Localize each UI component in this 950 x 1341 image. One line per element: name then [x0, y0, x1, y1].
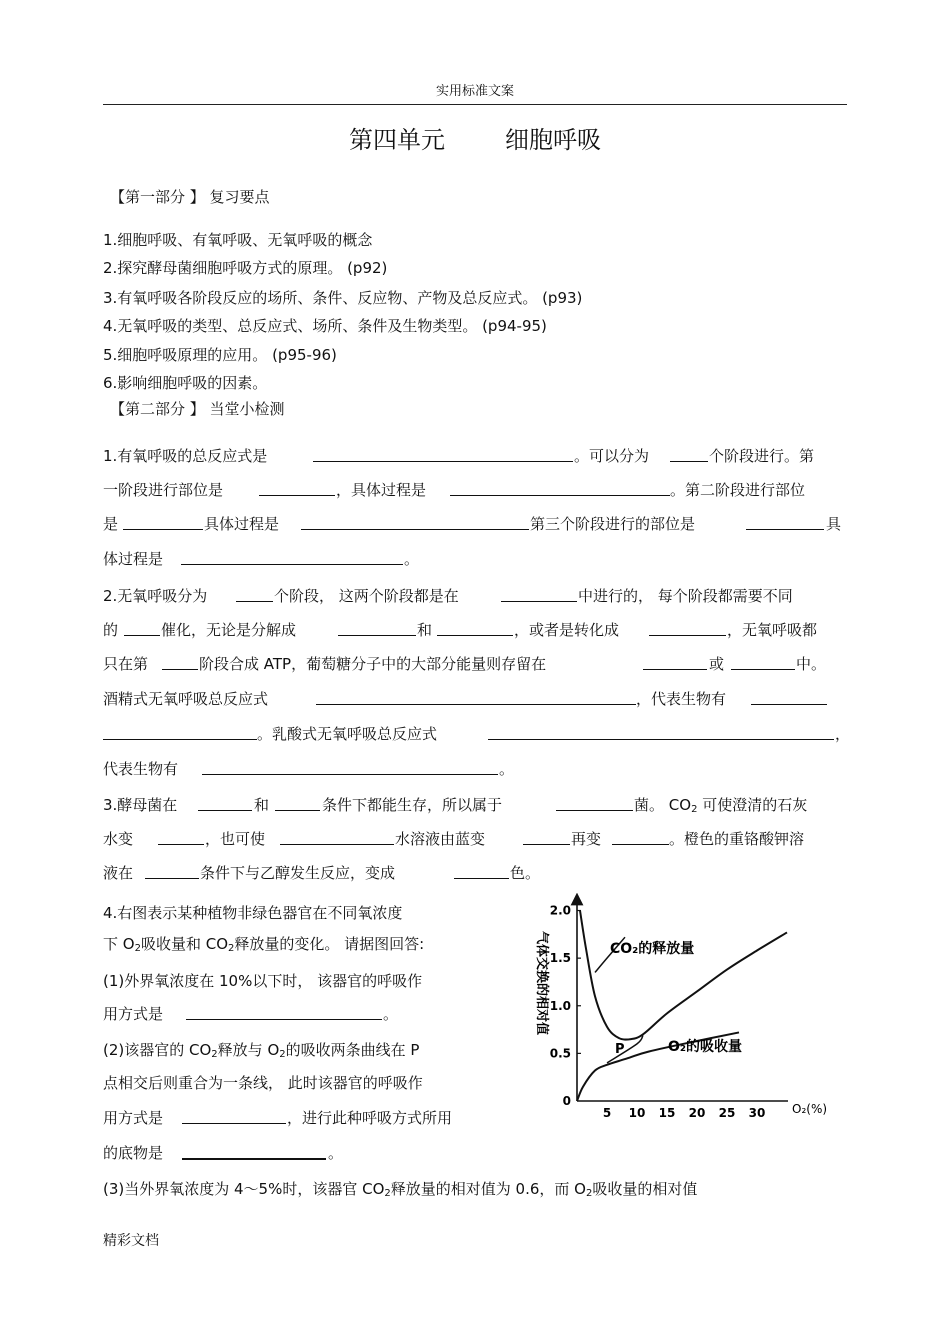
y-tick-label: 1.0	[549, 998, 571, 1013]
q4-part2: 的底物是	[103, 1144, 164, 1162]
q2-blank-lactic-organism[interactable]	[202, 759, 498, 775]
q2-text: 或	[709, 655, 725, 673]
q4-part2: ，进行此种呼吸方式所用	[287, 1109, 453, 1127]
q3-text: 水变	[103, 830, 134, 848]
q2-text: 中进行的， 每个阶段都需要不同	[578, 587, 793, 605]
q2-text: 催化，无论是分解成	[161, 621, 297, 639]
x-tick-label: 25	[718, 1106, 736, 1120]
review-item-5: 5.细胞呼吸原理的应用。 (p95-96)	[103, 346, 337, 364]
q1-text: ，具体过程是	[336, 481, 427, 499]
q2-blank-alcohol-organism-cont[interactable]	[103, 724, 257, 740]
q3-text: 3.酵母菌在	[103, 796, 178, 814]
review-item-2: 2.探究酵母菌细胞呼吸方式的原理。 (p92)	[103, 259, 388, 277]
q1-text: 一阶段进行部位是	[103, 481, 224, 499]
q4-part2: 点相交后则重合为一条线， 此时该器官的呼吸作	[103, 1074, 423, 1092]
q3-text: 和	[254, 796, 270, 814]
q2-text: 和	[417, 621, 433, 639]
q2-text: 阶段合成 ATP，葡萄糖分子中的大部分能量则存留在	[199, 655, 547, 673]
q3-text: 再变	[571, 830, 602, 848]
o2-curve-label: O₂的吸收量	[668, 1039, 743, 1055]
q3-blank-condition1[interactable]	[198, 795, 252, 811]
q1-text: 是	[103, 515, 119, 533]
q1-text: 具体过程是	[204, 515, 280, 533]
co2-curve-label: CO₂的释放量	[610, 941, 695, 957]
q3-text: ，也可使	[205, 830, 266, 848]
q2-text: ，或者是转化成	[514, 621, 620, 639]
q1-text: 。第二阶段进行部位	[670, 481, 806, 499]
q2-text: 只在第	[103, 655, 149, 673]
x-tick-label: 30	[748, 1106, 766, 1120]
q4-part3: (3)当外界氧浓度为 4～5%时，该器官 $CO_2$释放量的相对值为 0.6，而 $O_2$吸收量的相对值	[103, 1180, 698, 1199]
header-rule	[103, 104, 847, 105]
q1-blank-stage3-process[interactable]	[181, 549, 403, 565]
q2-text: 代表生物有	[103, 760, 179, 778]
q3-text: 水溶液由蓝变	[395, 830, 486, 848]
gas-exchange-chart	[518, 893, 840, 1123]
q2-blank-product2[interactable]	[437, 620, 513, 636]
q1-text: 。可以分为	[574, 447, 650, 465]
q1-text: 第三个阶段进行的部位是	[530, 515, 696, 533]
q3-text: 色。	[510, 864, 541, 882]
q3-blank-acidic[interactable]	[145, 863, 199, 879]
x-tick-label: 20	[688, 1106, 706, 1120]
title-topic: 细胞呼吸	[505, 126, 601, 154]
q2-blank-stage[interactable]	[162, 654, 198, 670]
page-title	[0, 120, 950, 155]
q3-blank-limewater[interactable]	[158, 829, 204, 845]
q1-text: 具	[826, 515, 842, 533]
q1-text: 体过程是	[103, 550, 164, 568]
page-header: 实用标准文案	[435, 84, 514, 99]
q4-part1: 。	[383, 1005, 399, 1023]
q3-text: 菌。 $CO_2$ 可使澄清的石灰	[634, 796, 808, 815]
q2-blank-alcohol-organism[interactable]	[751, 689, 827, 705]
part2-heading: 【第二部分 】 当堂小检测	[110, 400, 285, 418]
q2-text: ，	[835, 725, 851, 743]
review-item-4: 4.无氧呼吸的类型、总反应式、场所、条件及生物类型。 (p94-95)	[103, 317, 547, 335]
q3-text: 条件下都能生存，所以属于	[322, 796, 503, 814]
q2-text: ，无氧呼吸都	[727, 621, 818, 639]
q2-blank-lactic-equation[interactable]	[488, 724, 834, 740]
q3-text: 。橙色的重铬酸钾溶	[669, 830, 805, 848]
q3-blank-color2[interactable]	[612, 829, 669, 845]
q2-blank-location[interactable]	[501, 586, 577, 602]
q2-text: 个阶段， 这两个阶段都是在	[274, 587, 459, 605]
q1-blank-stage1-process[interactable]	[450, 480, 670, 496]
q4-part2: 用方式是	[103, 1109, 164, 1127]
q2-text: 2.无氧呼吸分为	[103, 587, 208, 605]
part1-heading: 【第一部分 】 复习要点	[110, 188, 270, 206]
q4-part2: (2)该器官的 $CO_2$释放与 $O_2$的吸收两条曲线在 P	[103, 1041, 420, 1060]
q2-text: 酒精式无氧呼吸总反应式	[103, 690, 269, 708]
y-tick-label: 1.5	[549, 951, 571, 966]
q3-blank-color1[interactable]	[523, 829, 570, 845]
q3-text: 条件下与乙醇发生反应，变成	[200, 864, 396, 882]
title-unit: 第四单元	[349, 126, 445, 154]
x-tick-label: 10	[628, 1106, 646, 1120]
q4-blank-respiration-mode[interactable]	[186, 1004, 382, 1020]
q1-blank-equation[interactable]	[313, 446, 573, 462]
q2-blank-energy-store1[interactable]	[643, 654, 707, 670]
x-axis-label: O₂(%)	[792, 1102, 828, 1116]
review-item-6: 6.影响细胞呼吸的因素。	[103, 374, 268, 392]
q1-blank-stage2-process[interactable]	[301, 514, 529, 530]
q1-blank-stage3-site[interactable]	[746, 514, 824, 530]
review-item-1: 1.细胞呼吸、有氧呼吸、无氧呼吸的概念	[103, 231, 373, 249]
q1-blank-stage1-site[interactable]	[259, 480, 335, 496]
x-tick-label: 15	[658, 1106, 676, 1120]
q2-blank-stages[interactable]	[236, 586, 273, 602]
q1-text: 1.有氧呼吸的总反应式是	[103, 447, 268, 465]
q3-blank-final-color[interactable]	[454, 863, 509, 879]
intersection-label-p: P	[615, 1042, 625, 1057]
q4-intro: 下 $O_2$吸收量和 $CO_2$释放量的变化。 请据图回答:	[103, 935, 425, 954]
q3-blank-type[interactable]	[556, 795, 633, 811]
y-tick-label: 0	[562, 1094, 571, 1108]
y-tick-label: 0.5	[549, 1046, 571, 1061]
q4-blank-mode[interactable]	[182, 1108, 286, 1124]
y-axis-label: 气体交换的相对值	[534, 931, 549, 1036]
q1-text: 个阶段进行。第	[709, 447, 815, 465]
q4-blank-substrate[interactable]	[182, 1143, 326, 1160]
q2-blank-product1[interactable]	[338, 620, 416, 636]
q2-blank-energy-store2[interactable]	[731, 654, 795, 670]
q4-part1: 用方式是	[103, 1005, 164, 1023]
page-footer: 精彩文档	[103, 1233, 159, 1249]
y-tick-label: 2.0	[549, 903, 571, 918]
q2-text: 的	[103, 621, 119, 639]
q2-blank-product3[interactable]	[649, 620, 726, 636]
q2-text: 。乳酸式无氧呼吸总反应式	[257, 725, 438, 743]
q3-blank-reagent[interactable]	[280, 829, 394, 845]
q1-blank-stage2-site[interactable]	[123, 514, 203, 530]
q2-text: 。	[499, 760, 515, 778]
q2-blank-enzyme[interactable]	[124, 620, 160, 636]
q2-text: ，代表生物有	[636, 690, 727, 708]
q4-part1: (1)外界氧浓度在 10%以下时， 该器官的呼吸作	[103, 972, 423, 990]
q3-text: 液在	[103, 864, 134, 882]
co2-release-curve	[580, 911, 787, 1040]
q1-blank-stages[interactable]	[670, 446, 708, 462]
q4-intro: 4.右图表示某种植物非绿色器官在不同氧浓度	[103, 904, 403, 922]
q3-blank-condition2[interactable]	[275, 795, 320, 811]
q2-blank-alcohol-equation[interactable]	[316, 689, 636, 705]
x-tick-label: 5	[602, 1106, 612, 1120]
q4-part2: 。	[328, 1144, 344, 1162]
q1-text: 。	[404, 550, 420, 568]
review-item-3: 3.有氧呼吸各阶段反应的场所、条件、反应物、产物及总反应式。 (p93)	[103, 289, 583, 307]
q2-text: 中。	[796, 655, 827, 673]
